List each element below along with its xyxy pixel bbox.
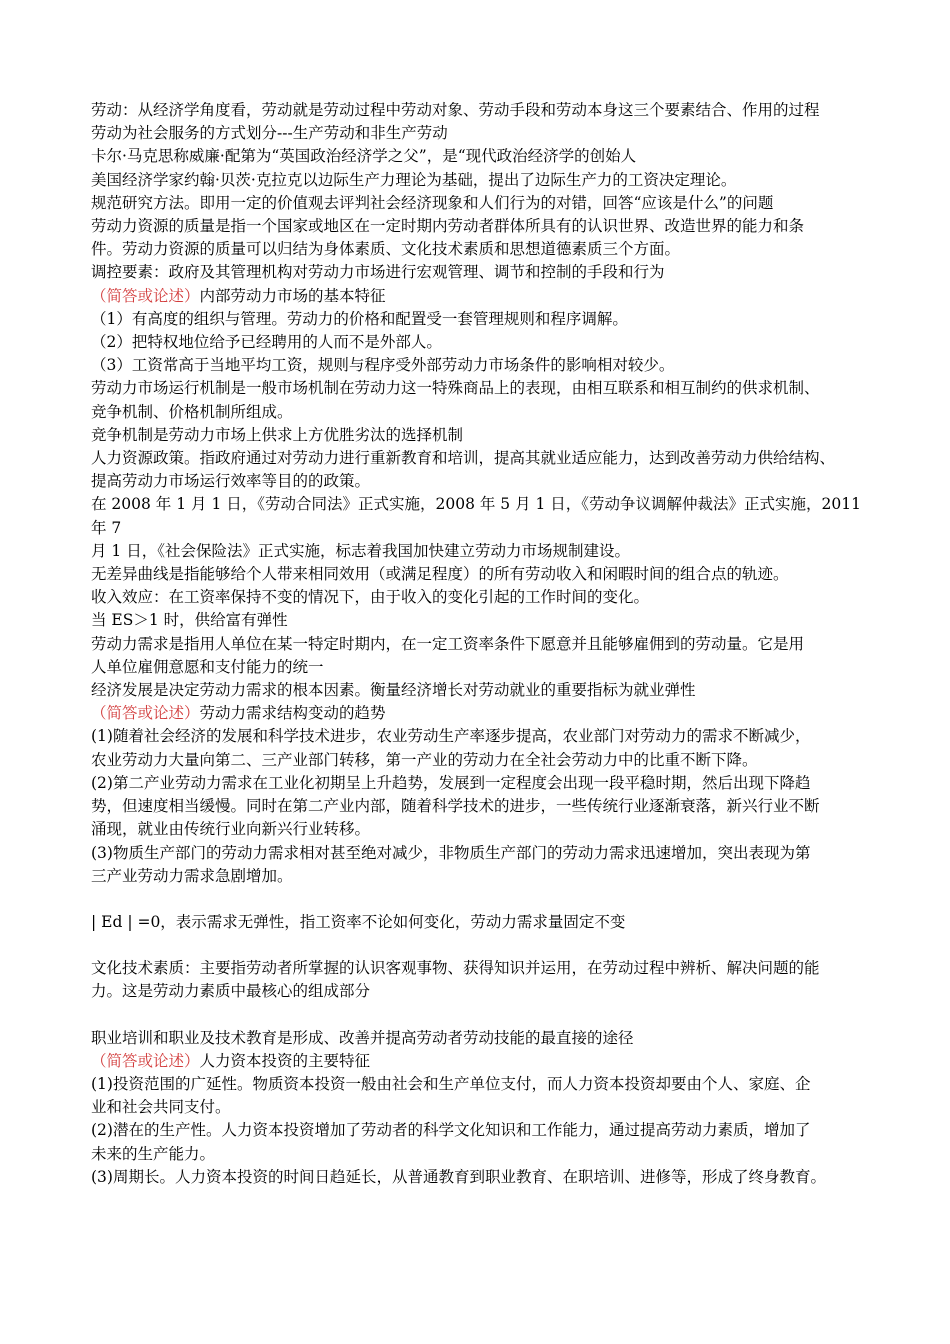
section-heading-human-capital — [91, 1050, 869, 1073]
blank-line — [91, 888, 869, 911]
paragraph-cultural-quality-1: 文化技术素质：主要指劳动者所掌握的认识客观事物、获得知识并运用，在劳动过程中辨析、解决问题的能 — [91, 959, 820, 978]
list-item: (3)周期长。人力资本投资的时间日趋延长，从普通教育到职业教育、在职培训、进修等，形成了终身教育。 — [91, 1167, 826, 1186]
paragraph-labor-demand-2: 人单位雇佣意愿和支付能力的统一 — [91, 657, 324, 676]
paragraph-indifference-curve: 无差异曲线是指能够给个人带来相同效用（或满足程度）的所有劳动收入和闲暇时间的组合点的轨迹。 — [91, 565, 789, 584]
paragraph-economic-development: 经济发展是决定劳动力需求的根本因素。衡量经济增长对劳动就业的重要指标为就业弹性 — [91, 681, 696, 700]
list-item: (1)投资范围的广延性。物质资本投资一般由社会和生产单位支付，而人力资本投资却要由个人、家庭、企 — [91, 1074, 811, 1093]
paragraph-demand-inelastic: | Ed | =0，表示需求无弹性，指工资率不论如何变化，劳动力需求量固定不变 — [91, 912, 626, 931]
paragraph-market-mechanism-1: 劳动力市场运行机制是一般市场机制在劳动力这一特殊商品上的表现，由相互联系和相互制约的供求机制、 — [91, 379, 820, 398]
section-title: 劳动力需求结构变动的趋势 — [199, 704, 386, 723]
list-item: 农业劳动力大量向第二、三产业部门转移，第一产业的劳动力在全社会劳动力中的比重不断下降。 — [91, 750, 758, 769]
paragraph-hr-policy-2: 提高劳动力市场运行效率等目的的政策。 — [91, 472, 371, 491]
question-type-tag: （简答或论述） — [91, 1051, 200, 1070]
paragraph-resource-quality-2: 件。劳动力资源的质量可以归结为身体素质、文化技术素质和思想道德素质三个方面。 — [91, 240, 681, 259]
section-title: 内部劳动力市场的基本特征 — [199, 286, 386, 305]
paragraph-labor-definition: 劳动：从经济学角度看，劳动就是劳动过程中劳动对象、劳动手段和劳动本身这三个要素结合、作用的过程 — [91, 101, 820, 119]
paragraph-competition: 竞争机制是劳动力市场上供求上方优胜劣汰的选择机制 — [91, 425, 464, 444]
list-item: （3）工资常高于当地平均工资，规则与程序受外部劳动力市场条件的影响相对较少。 — [91, 356, 675, 375]
list-item: (3)物质生产部门的劳动力需求相对甚至绝对减少，非物质生产部门的劳动力需求迅速增加，突出表现为第 — [91, 843, 811, 862]
document-body — [91, 99, 869, 1189]
section-title: 人力资本投资的主要特征 — [199, 1051, 371, 1070]
paragraph-supply-elasticity: 当 ES＞1 时，供给富有弹性 — [91, 611, 288, 630]
paragraph-cultural-quality-2: 力。这是劳动力素质中最核心的组成部分 — [91, 982, 371, 1001]
paragraph-resource-quality-1: 劳动力资源的质量是指一个国家或地区在一定时期内劳动者群体所具有的认识世界、改造世界的能力和条 — [91, 217, 805, 236]
paragraph-hr-policy-1: 人力资源政策。指政府通过对劳动力进行重新教育和培训，提高其就业适应能力，达到改善劳动力供给结构、 — [91, 449, 836, 468]
paragraph-vocational-training: 职业培训和职业及技术教育是形成、改善并提高劳动者劳动技能的最直接的途径 — [91, 1028, 634, 1047]
list-item: 三产业劳动力需求急剧增加。 — [91, 866, 293, 885]
section-heading-demand-structure — [91, 702, 869, 725]
blank-line — [91, 1004, 869, 1027]
list-item: (1)随着社会经济的发展和科学技术进步，农业劳动生产率逐步提高，农业部门对劳动力的需求不断减少， — [91, 727, 811, 746]
list-item: （2）把特权地位给予已经聘用的人而不是外部人。 — [91, 333, 442, 352]
list-item: 势，但速度相当缓慢。同时在第二产业内部，随着科学技术的进步，一些传统行业逐渐衰落，新兴行业不断 — [91, 797, 820, 816]
paragraph-control-elements: 调控要素：政府及其管理机构对劳动力市场进行宏观管理、调节和控制的手段和行为 — [91, 263, 665, 282]
paragraph-labor-demand-1: 劳动力需求是指用人单位在某一特定时期内，在一定工资率条件下愿意并且能够雇佣到的劳动量。它是用 — [91, 634, 805, 653]
list-item: (2)第二产业劳动力需求在工业化初期呈上升趋势，发展到一定程度会出现一段平稳时期，然后出现下降趋 — [91, 773, 811, 792]
paragraph-labor-classification: 劳动为社会服务的方式划分---生产劳动和非生产劳动 — [91, 124, 448, 143]
paragraph-market-mechanism-2: 竞争机制、价格机制所组成。 — [91, 402, 293, 421]
blank-line — [91, 934, 869, 957]
question-type-tag: （简答或论述） — [91, 704, 200, 723]
list-item: 涌现，就业由传统行业向新兴行业转移。 — [91, 820, 371, 839]
question-type-tag: （简答或论述） — [91, 286, 200, 305]
paragraph-laws-1: 在 2008 年 1 月 1 日，《劳动合同法》正式实施，2008 年 5 月 1 日，《劳动争议调解仲裁法》正式实施，2011 年 7 — [91, 495, 866, 537]
list-item: 业和社会共同支付。 — [91, 1098, 231, 1117]
list-item: (2)潜在的生产性。人力资本投资增加了劳动者的科学文化知识和工作能力，通过提高劳动力素质，增加了 — [91, 1121, 811, 1140]
list-item: （1）有高度的组织与管理。劳动力的价格和配置受一套管理规则和程序调解。 — [91, 309, 628, 328]
paragraph-income-effect: 收入效应：在工资率保持不变的情况下，由于收入的变化引起的工作时间的变化。 — [91, 588, 650, 607]
paragraph-petty: 卡尔·马克思称威廉·配第为“英国政治经济学之父”，是“现代政治经济学的创始人 — [91, 147, 637, 166]
list-item: 未来的生产能力。 — [91, 1144, 216, 1163]
paragraph-clark: 美国经济学家约翰·贝茨·克拉克以边际生产力理论为基础，提出了边际生产力的工资决定理论。 — [91, 170, 737, 189]
section-heading-internal-market — [91, 285, 869, 308]
paragraph-laws-2: 月 1 日，《社会保险法》正式实施，标志着我国加快建立劳动力市场规制建设。 — [91, 541, 630, 560]
paragraph-normative-method: 规范研究方法。即用一定的价值观去评判社会经济现象和人们行为的对错，回答“应该是什么”的问题 — [91, 193, 774, 212]
